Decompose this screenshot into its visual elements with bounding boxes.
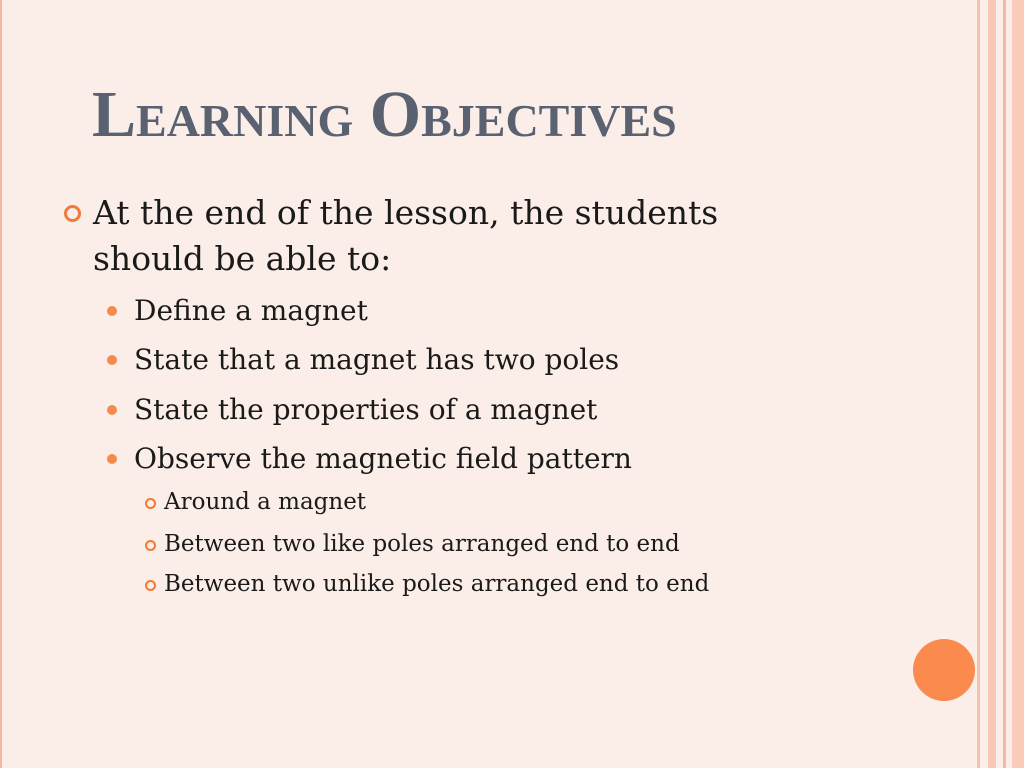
frame-right-stripe [977, 0, 980, 768]
small-ring-bullet-icon [145, 580, 156, 591]
sub-objective-item: Between two unlike poles arranged end to end [164, 571, 710, 597]
small-ring-bullet-icon [145, 540, 156, 551]
slide-title: Learning Objectives [92, 78, 677, 151]
sub-objective-item: Between two like poles arranged end to end [164, 531, 680, 557]
frame-right-stripe [988, 0, 996, 768]
orange-circle-decoration [913, 639, 975, 701]
objective-item: Define a magnet [134, 294, 368, 327]
frame-right-stripe [1012, 0, 1024, 768]
dot-bullet-icon [107, 454, 117, 464]
objective-item: State that a magnet has two poles [134, 343, 620, 376]
dot-bullet-icon [107, 355, 117, 365]
frame-right-stripe [1003, 0, 1006, 768]
objective-item: State the properties of a magnet [134, 393, 598, 426]
sub-objective-item: Around a magnet [164, 489, 367, 515]
ring-bullet-icon [64, 205, 81, 222]
dot-bullet-icon [107, 405, 117, 415]
dot-bullet-icon [107, 306, 117, 316]
intro-text: At the end of the lesson, the students should be able to: [93, 193, 719, 278]
frame-left-stripe [0, 0, 2, 768]
objective-item: Observe the magnetic field pattern [134, 442, 632, 475]
small-ring-bullet-icon [145, 498, 156, 509]
